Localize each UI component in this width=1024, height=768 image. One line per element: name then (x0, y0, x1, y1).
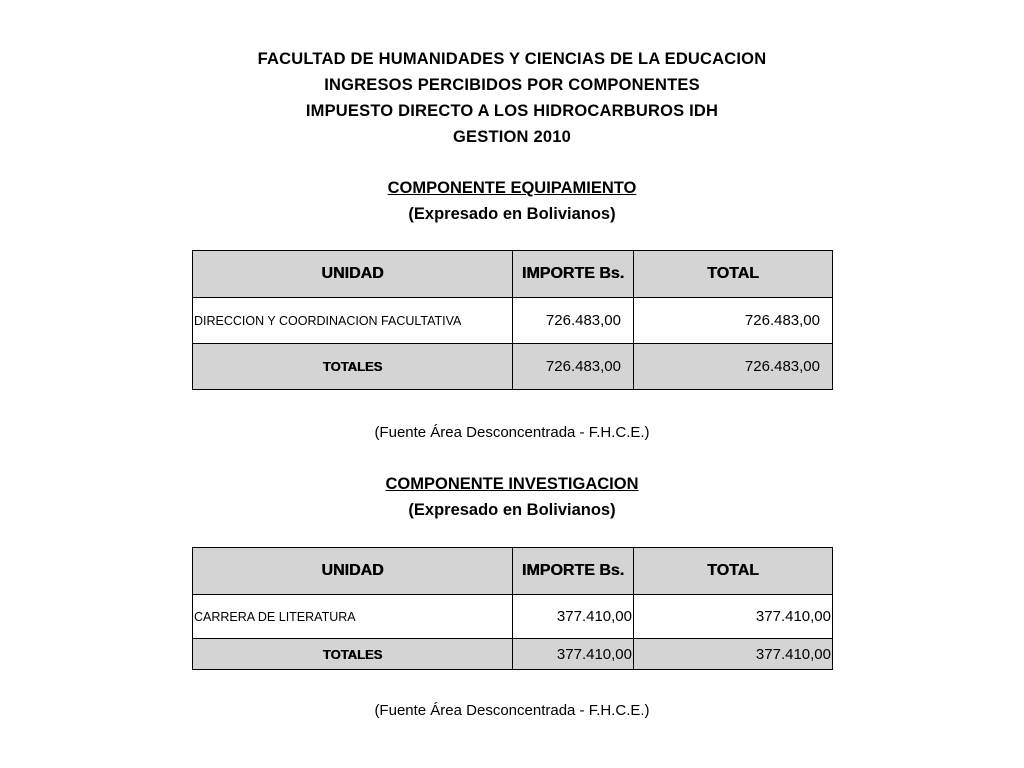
equipamiento-table (192, 250, 833, 390)
col-total: TOTAL (634, 251, 833, 298)
col-importe: IMPORTE Bs. (513, 251, 634, 298)
investigacion-table (192, 547, 833, 670)
section1-title: COMPONENTE EQUIPAMIENTO (387, 179, 637, 197)
row-unidad: DIRECCION Y COORDINACION FACULTATIVA (193, 298, 513, 344)
section1-source: (Fuente Área Desconcentrada - F.H.C.E.) (374, 424, 650, 441)
totals-label: TOTALES (193, 344, 513, 390)
col-importe: IMPORTE Bs. (513, 548, 634, 595)
header-tax: IMPUESTO DIRECTO A LOS HIDROCARBUROS IDH (305, 102, 719, 120)
row-unidad: CARRERA DE LITERATURA (193, 595, 513, 639)
row-importe: 377.410,00 (513, 595, 634, 639)
row-total: 726.483,00 (634, 298, 833, 344)
table-header-row (193, 548, 833, 595)
section2-subtitle: (Expresado en Bolivianos) (408, 501, 616, 519)
row-total: 377.410,00 (634, 595, 833, 639)
header-report: INGRESOS PERCIBIDOS POR COMPONENTES (324, 76, 700, 94)
section2-title: COMPONENTE INVESTIGACION (385, 475, 639, 493)
totals-label: TOTALES (193, 639, 513, 670)
row-importe: 726.483,00 (513, 298, 634, 344)
totals-row (193, 639, 833, 670)
totals-total: 377.410,00 (634, 639, 833, 670)
totals-importe: 726.483,00 (513, 344, 634, 390)
col-total: TOTAL (634, 548, 833, 595)
header-faculty: FACULTAD DE HUMANIDADES Y CIENCIAS DE LA EDUCACION (257, 50, 767, 68)
totals-row (193, 344, 833, 390)
table-row (193, 595, 833, 639)
table-header-row (193, 251, 833, 298)
section2-source: (Fuente Área Desconcentrada - F.H.C.E.) (374, 702, 650, 719)
col-unidad: UNIDAD (193, 251, 513, 298)
table-row (193, 298, 833, 344)
document-header (0, 46, 1024, 150)
section1-subtitle: (Expresado en Bolivianos) (408, 205, 616, 223)
totals-importe: 377.410,00 (513, 639, 634, 670)
col-unidad: UNIDAD (193, 548, 513, 595)
header-year: GESTION 2010 (453, 128, 571, 146)
totals-total: 726.483,00 (634, 344, 833, 390)
